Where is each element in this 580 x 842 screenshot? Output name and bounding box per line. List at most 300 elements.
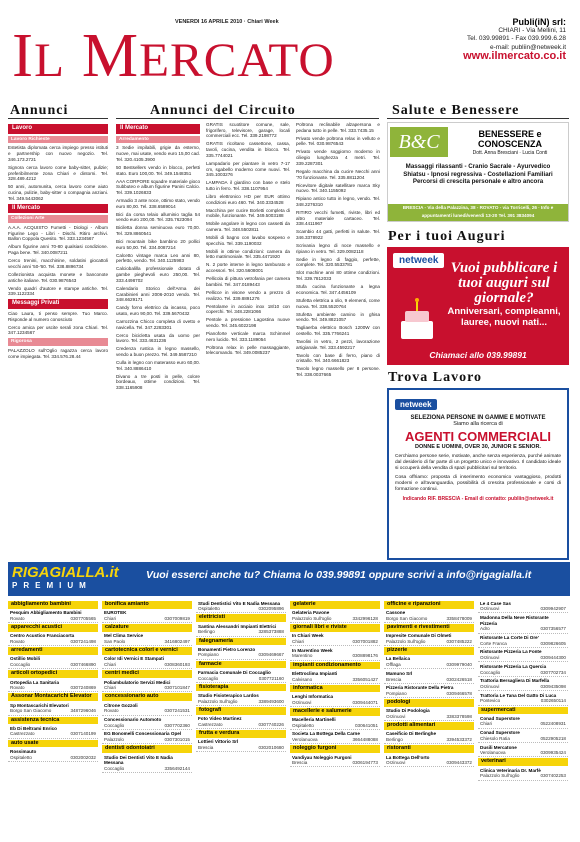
entry-city: Palazzolo Sull'oglio <box>198 698 238 704</box>
entry-city: Adro <box>480 626 490 632</box>
classified-ad: Sedie in legno di faggio, perfette, complete. Tel. 320.5533781 <box>296 256 380 268</box>
job-ad-body: Cerchiamo persone serie, motivate, anche senza esperienza, purché animate dal desiderio di far parte di un progetto unico e innovativo. Il candidato ideale si occuperà della vendita di spazi pubblicitari sul territorio. <box>395 454 561 471</box>
entry-city: Chiari <box>104 615 116 621</box>
directory-entry[interactable] <box>196 716 286 729</box>
job-ad-target: DONNE E UOMINI, OVER 30, JUNIOR E SENIOR. <box>415 444 541 450</box>
entry-phone: 0307721160 <box>258 675 284 681</box>
entry-city: Orzinuovi <box>292 699 312 705</box>
entry-phone: 0309979040 <box>446 662 472 668</box>
entry-name: Centro Acustico Franciacorta <box>10 633 75 639</box>
entry-name: La Bellaica <box>386 656 411 662</box>
directory-category: apparecchi acustici <box>8 624 98 632</box>
entry-city: Rovato <box>10 685 25 691</box>
entry-name: Studi Dentistici Vito E Nadia Messana <box>198 600 281 606</box>
rigagialla-logo: RIGAGIALLA.it PREMIUM <box>12 564 119 590</box>
classified-ad: Calendario Storico dell'Arma dei Carabinieri anni 2006-2010 vendo. Tel. 348.6629171 <box>116 285 200 303</box>
entry-phone: 0302010680 <box>258 744 284 750</box>
cake-icon <box>397 297 437 341</box>
directory-entry[interactable] <box>478 767 568 780</box>
entry-phone: 0307001882 <box>352 639 378 645</box>
entry-phone: 0307702734 <box>540 669 566 675</box>
directory-entry[interactable] <box>290 633 380 646</box>
directory-category: frutta e verdura <box>196 730 286 738</box>
classified-ad: Armadio 3 ante noce, ottimo stato, vendo euro 80,00. Tel. 338.6589014 <box>116 197 200 209</box>
directory-entry[interactable] <box>290 610 380 623</box>
entry-city: Orzinuovi <box>386 714 406 720</box>
classified-ad: Bici da corsa telaio alluminio taglia 54 vendo euro 200,00. Tel. 335.7623094 <box>116 211 200 223</box>
classified-ad: 50 anni, automunita, cerca lavoro come aiuto cucina, pulizie, baby-sitter o compagnia anziani. Tel. 349.5443062 <box>8 184 108 201</box>
column-circuito-2 <box>206 122 290 554</box>
entry-name: Eb Di Beltrami Enrico <box>10 725 57 731</box>
entry-name: Farmacia Comunale Di Coccaglio <box>198 669 271 675</box>
classified-ad: Lampadario per piantare in vetro 7-17 cm, sgabello moderno come nuovi. Tel. 345.1003276 <box>206 160 290 178</box>
entry-name: Citrone Gozzoli <box>104 702 138 708</box>
directory-entry[interactable] <box>384 708 474 721</box>
directory-entry[interactable] <box>196 669 286 682</box>
directory-category: Assonar Montacarichi Elevator <box>8 693 98 701</box>
directory-category: elettricisti <box>196 614 286 622</box>
entry-name: Cassone <box>386 610 406 616</box>
classified-ad: Libro elettronico HD per EUR ottimo condizioni euro 460. Tel. 340.3334528 <box>206 193 290 205</box>
benessere-ad[interactable] <box>387 122 569 222</box>
classified-ad: Poltrona relax in pelle massaggiante, telecomando. Tel. 349.0085237 <box>206 344 290 356</box>
directory-entry[interactable] <box>8 633 98 646</box>
classified-ad: GRATIS scuotitore comune, sale, frigorifero, televisore, garage, locali commerciali ecc. Tel. 339.2198772 <box>206 122 290 139</box>
entry-phone: 0307241498 <box>70 639 96 645</box>
entry-city: Rovato <box>10 639 25 645</box>
directory-entry[interactable] <box>196 692 286 705</box>
entry-city: Orzinuovi <box>480 606 500 612</box>
directory-category: prodotti alimentari <box>384 722 474 730</box>
entry-phone: 0309444071 <box>352 699 378 705</box>
classified-ad: Collezionista acquista monete e banconote antiche italiane. Tel. 030.9876543 <box>8 271 108 283</box>
publisher-email[interactable]: e-mail: publiin@netweek.it <box>490 43 566 51</box>
directory-entry[interactable] <box>102 679 192 692</box>
entry-name: Mel Clima Service <box>104 633 144 639</box>
classified-ad: Stufetta elettrica a olio, 9 elementi, come nuova. Tel. 338.5520764 <box>296 297 380 309</box>
entry-city: Coccaglio <box>104 722 125 728</box>
entry-city: Offlaga <box>386 662 401 668</box>
job-ad-contact[interactable]: Indicando RIF. BRESCIA - Email di contatto: publiin@netweek.it <box>402 496 554 502</box>
entry-city: Coccaglio <box>10 662 31 668</box>
directory-entry[interactable] <box>478 663 568 676</box>
directory-category: arredamenti <box>8 647 98 655</box>
classified-ad: Estetista diplomata cerca impiego presso istituti e partnership con nuovo negozio. Tel. 346.173.2721 <box>8 145 108 162</box>
classified-ad: A.A.A. ACQUISTO Fumetti - Diologi - Album Figurine Lego - Libri - Dischi. Ritiro archivi. Ballon Coppola Quesito. Tel. 333.1234567 <box>8 225 108 242</box>
subcategory-header: Collezioni Arte <box>8 215 108 223</box>
divider <box>116 118 379 119</box>
entry-city: Rovato <box>104 708 119 714</box>
directory-category: assistenza tecnica <box>8 717 98 725</box>
entry-phone: 3487296046 <box>70 708 96 714</box>
entry-city: Berlingo <box>198 629 215 635</box>
entry-city: Borgo San Giacomo <box>10 708 52 714</box>
entry-name: Gelateria Pavone <box>292 610 330 616</box>
entry-name: Ortopedia La Sanitaria <box>10 679 60 685</box>
directory-category: pizzerie <box>384 647 474 655</box>
entry-name: Concessionario Automoto <box>104 717 162 723</box>
classified-ad: Privato vende soggiorno moderno in ciliegio lunghezza 4 metri. Tel. 339.2287301 <box>296 149 380 166</box>
entry-name: Sp Montascarichi Elevatori <box>10 702 69 708</box>
classified-ad: Cerco trenini, macchinine, soldatini giocattoli vecchi anni '50-'60. Tel. 338.8896734 <box>8 258 108 269</box>
directory-entry[interactable] <box>384 754 474 767</box>
directory-entry[interactable] <box>478 744 568 757</box>
classified-ad: Ripiano antico tutto in legno, vendo. Tel. 348.2276310 <box>296 196 380 207</box>
section-trova-lavoro: Trova Lavoro <box>388 370 483 385</box>
entry-name: Color Idi Vernici E Stampati <box>104 656 164 662</box>
entry-city: Brescia <box>386 676 402 682</box>
issue-date: VENERDI 16 APRILE 2010 · Chiari Week <box>175 19 279 25</box>
divider <box>387 118 569 119</box>
job-ad[interactable] <box>387 388 569 560</box>
entry-name: In Marentino Week <box>292 647 333 653</box>
entry-name: Studio Fisioterapico Lardos <box>198 692 259 698</box>
entry-phone: 0309466578 <box>446 690 472 696</box>
directory-entry[interactable] <box>8 702 98 715</box>
directory-entry[interactable] <box>478 614 568 633</box>
entry-phone: 0307402253 <box>540 773 566 779</box>
entry-phone: 3342996128 <box>352 615 378 621</box>
directory-entry[interactable] <box>8 679 98 692</box>
classified-ad: RITIRO vecchi fumetti, riviste, libri ed altro materiale cartaceo. Tel. 338.4411967 <box>296 209 380 227</box>
netweek-logo: netweek <box>393 253 444 268</box>
entry-phone: 0522408931 <box>540 721 566 727</box>
directory-column <box>384 600 474 838</box>
directory-entry[interactable] <box>8 610 98 623</box>
directory-entry[interactable] <box>478 715 568 728</box>
job-ad-offer: Cosa offriamo: proposta di inserimento economico vantaggioso, prodotti moderni e all'avanguardia, possibilità di crescita professionale e corsi di formazione continui. <box>395 475 561 492</box>
directory-category: fisioterapia <box>196 684 286 692</box>
entry-city: Chiari <box>104 685 116 691</box>
classified-ad: Signora cerca lavoro come baby-sitter, pulizie; preferibilmente zona Chiari e dintorni. Tel. 328.489.4212 <box>8 164 108 182</box>
directory-entry[interactable] <box>384 731 474 744</box>
entry-city: Orzinuovi <box>480 655 500 661</box>
classified-ad: Calciobalilla professionale dotato di gambe pieghevoli euro 250,00. Tel. 333.4498702 <box>116 266 200 283</box>
entry-phone: 3285373888 <box>258 629 284 635</box>
entry-name: Lenghi Informatica <box>292 693 334 699</box>
classified-ad: Credenza rustica in legno massello, vendo a buon prezzo. Tel. 349.5587210 <box>116 346 200 358</box>
directory-entry[interactable] <box>290 670 380 683</box>
directory-category: macellerie e salumerie <box>290 708 380 716</box>
column-circuito-3 <box>296 122 380 554</box>
classified-ad: Macchina per cucire Borletti completa di mobile, funzionante. Tel. 349.5003188 <box>206 207 290 219</box>
publisher-phone: Tel. 039.99891 - Fax 039.999.6.28 <box>466 35 566 43</box>
classified-ad: Regalo macchina da cucire Necchi anni '70 funzionante. Tel. 335.8811204 <box>296 168 380 180</box>
entry-city: Verolanuova <box>480 750 506 756</box>
bc-services: Massaggi rilassanti - Cranio Sacrale - Ayurvedico Shiatsu - Ipnosi regressiva - Costellazioni Familiari Percorsi di crescita personale e altro ancora <box>403 163 553 186</box>
classified-ad: 3 Sedie impilabili, grigie da esterno, nuove, mai usate, vendo euro 15,00 cad. Tel. 320.4105.3900 <box>116 145 200 162</box>
directory-entry[interactable] <box>384 685 474 698</box>
section-circuito: Annunci del Circuito <box>150 103 296 118</box>
entry-phone: 0307705565 <box>70 615 96 621</box>
entry-name: Ristorante Pizzeria La Fonte <box>480 649 542 655</box>
entry-city: Chiari <box>104 662 116 668</box>
directory-category: falegnameria <box>196 638 286 646</box>
entry-phone: 0307466890 <box>70 662 96 668</box>
classified-ad: Pellicola di pittura vetrofania per camera bambini. Tel. 347.0189443 <box>206 276 290 287</box>
entry-name: Elettroclima Impianti <box>292 670 338 676</box>
directory-category: articoli ortopedici <box>8 670 98 678</box>
entry-city: Orzinuovi <box>386 760 406 766</box>
directory-entry[interactable] <box>290 754 380 767</box>
directory-entry[interactable] <box>290 647 380 660</box>
directory-entry[interactable] <box>196 646 286 659</box>
entry-city: Rovato <box>10 615 25 621</box>
entry-city: Palazzolo Sull'oglio <box>480 773 520 779</box>
entry-phone: 3356051427 <box>352 676 378 682</box>
directory-category: podologi <box>384 699 474 707</box>
entry-phone: 0302426518 <box>446 676 472 682</box>
classified-ad: AAA CORPORE squadre materiale gioco Subbuteo e album figurine Panini Calcio. Tel. 339.1026833 <box>116 178 200 195</box>
entry-name: Poliambulatorio Servizi Medici <box>104 679 171 685</box>
entry-phone: 0307009819 <box>164 615 190 621</box>
directory-entry[interactable] <box>102 754 192 773</box>
directory-category: calzature <box>102 624 192 632</box>
classified-ad: Stufa cucina funzionante a legna economica. Tel. 347.4456109 <box>296 284 380 295</box>
classified-ad: Album figurine anni 70-80 qualsiasi condizione. Paga bene. Tel. 340.0087211 <box>8 244 108 256</box>
directory-entry[interactable] <box>478 692 568 705</box>
entry-phone: 0309942907 <box>540 606 566 612</box>
directory-entry[interactable] <box>8 725 98 738</box>
section-annunci: Annunci <box>10 103 69 118</box>
directory-entry[interactable] <box>196 600 286 613</box>
entry-phone: 0302095896 <box>258 606 284 612</box>
classified-ad: Bici mountain bike bambino 20 pollici euro 50,00. Tel. 334.0087214 <box>116 239 200 250</box>
classified-ad: Slot machine anni 80 ottime condizioni. Tel. 339.7812033 <box>296 270 380 282</box>
directory-column <box>478 600 568 838</box>
classified-ad: PALAZZOLO sull'Oglio ragazza cerca lavoro come impiegata. Tel. 334.576.28.44 <box>8 348 108 359</box>
entry-phone: 0308898176 <box>352 653 378 659</box>
entry-city: Palazzolo <box>104 737 124 743</box>
entry-name: Conad Superstore <box>480 715 520 721</box>
directory-category: ristoranti <box>384 745 474 753</box>
auguri-question: Vuoi pubblicare i tuoi auguri sul giornale? <box>450 260 558 306</box>
publisher-website[interactable]: www.ilmercato.co.it <box>463 50 566 63</box>
entry-city: Brescia <box>198 744 214 750</box>
directory-category: centri medici <box>102 670 192 678</box>
directory-category: informatica <box>290 685 380 693</box>
publisher-box <box>463 18 566 61</box>
publisher-address: CHIARI - Via Mellini, 11 <box>498 26 566 34</box>
classified-ad: Culla in legno con materasso euro 60,00. Tel. 340.8886410 <box>116 360 200 371</box>
section-tuoi-auguri: Per i tuoi Auguri <box>388 229 506 244</box>
classified-ad: Biciletta donna seminuova euro 70,00. Tel. 329.8860541 <box>116 225 200 237</box>
directory-entry[interactable] <box>384 633 474 646</box>
directory-entry[interactable] <box>8 656 98 669</box>
directory-entry[interactable] <box>384 610 474 623</box>
category-header: Messaggi Privati <box>8 299 108 309</box>
entry-phone: 0307140199 <box>70 731 96 737</box>
classified-ad: Carrozzina Chicco completa di ovetto e navicella. Tel. 347.2283301 <box>116 318 200 330</box>
rigagialla-banner[interactable] <box>8 562 570 596</box>
directory-category: abbigliamento bambini <box>8 601 98 609</box>
classified-ad: Mobili di bagno con lavabo sospeso e specchio. Tel. 339.1190032 <box>206 235 290 246</box>
entry-phone: 0308360193 <box>164 662 190 668</box>
entry-name: In Chiari Week <box>292 633 324 639</box>
entry-phone: 0309469667 <box>258 652 284 658</box>
directory-category: gelaterie <box>290 601 380 609</box>
directory-entry[interactable] <box>290 693 380 706</box>
directory-entry[interactable] <box>478 635 568 648</box>
classified-ad: Ricevitore digitale satellitare marca Sky nuovo. Tel. 340.1155092 <box>296 182 380 194</box>
entry-name: Santina Alessandri Impianti Elettrici <box>198 623 277 629</box>
entry-phone: 0306194773 <box>352 760 378 766</box>
directory-category: fotografi <box>196 707 286 715</box>
publisher-name: Publi(iN) srl: <box>512 17 566 27</box>
directory-entry[interactable] <box>384 670 474 683</box>
entry-city: Berlingo <box>386 737 403 743</box>
entry-name: EG Bonomelli Concessionaria Opel <box>104 731 182 737</box>
entry-phone: 0302650114 <box>540 698 566 704</box>
directory-entry[interactable] <box>102 610 192 623</box>
entry-city: Coccaglio <box>104 765 125 771</box>
entry-name: Trattoria Bersagliera Di Marfella <box>480 678 550 684</box>
directory-entry[interactable] <box>102 633 192 646</box>
entry-phone: 3394533372 <box>446 737 472 743</box>
subcategory-header: Lavoro Richieste <box>8 136 108 144</box>
entry-name: Studio Di Podologia <box>386 708 430 714</box>
classified-ad: Poltrona reclinabile alzapersona e pedana tutto in pelle. Tel. 333.7435.15 <box>296 122 380 133</box>
directory-category: noleggio furgoni <box>290 745 380 753</box>
entry-name: Pizzeria Ristorante Della Pietra <box>386 685 454 691</box>
category-header: Lavoro <box>8 124 108 134</box>
classified-ad: Vendo quadri d'autore e stampe antiche. Tel. 339.1122334 <box>8 285 108 297</box>
entry-name: Studio Dei Dentisti Vito E Nadia Messana <box>104 754 173 766</box>
entry-city: Palazzolo Sull'oglio <box>386 639 426 645</box>
entry-city: Verolanuova <box>292 737 318 743</box>
subcategory-header: Rigorosa <box>8 338 108 346</box>
entry-phone: 0307740226 <box>258 721 284 727</box>
directory-category: auto usate <box>8 740 98 748</box>
entry-phone: 0309444300 <box>540 655 566 661</box>
directory-category: concessionario auto <box>102 693 192 701</box>
directory-entry[interactable] <box>102 717 192 730</box>
entry-city: Orzinuovi <box>480 683 500 689</box>
column-circuito-1 <box>116 122 200 554</box>
job-ad-title: AGENTI COMMERCIALI <box>405 429 551 444</box>
directory-entry[interactable] <box>196 739 286 752</box>
entry-name: Caseificio Di Berlinghe <box>386 731 437 737</box>
classified-ad: Candy forno elettrico da incasso, poco usato, euro 90,00. Tel. 339.5670432 <box>116 305 200 316</box>
entry-city: Marentino <box>292 653 313 659</box>
entry-name: Societa La Bottega Della Carne <box>292 731 360 737</box>
entry-name: La Bottega Dell'orto <box>386 754 430 760</box>
category-header: Il Mercato <box>8 204 108 214</box>
directory-entry[interactable] <box>478 649 568 662</box>
entry-phone: 3416802497 <box>164 639 190 645</box>
entry-name: Le 4 Case Sas <box>480 600 511 606</box>
directory-category: cartotecnica colori e vernici <box>102 647 192 655</box>
classified-ad: N. 2 porte interne in legno tamburato e accessori. Tel. 320.5608001 <box>206 262 290 274</box>
classified-ad: Tagliaerba elettrico Bosch 1200W con cestello. Tel. 335.7766241 <box>296 325 380 336</box>
directory-category: impianti condizionamento <box>290 662 380 670</box>
classified-ad: Cerco amica per uscite serali zona Chiari. Tel. 347.1234567 <box>8 324 108 336</box>
entry-phone: 3356492144 <box>164 765 190 771</box>
banner-cta[interactable]: Vuoi esserci anche tu? Chiama lo 039.99891 oppure scrivi a info@rigagialla.it <box>146 569 532 581</box>
masthead-logo: IL MERCATO <box>12 22 335 90</box>
entry-phone: 0307301015 <box>164 737 190 743</box>
subcategory-header: Arredamento <box>116 136 200 144</box>
directory-entry[interactable] <box>290 731 380 744</box>
directory-entry[interactable] <box>384 656 474 669</box>
classified-ad: LAMPADA il giardino con base e stelo tutto in ferro. Tel. 338.1107954 <box>206 180 290 191</box>
directory-entry[interactable] <box>102 731 192 744</box>
directory-entry[interactable] <box>290 717 380 730</box>
bc-logo: B&C <box>390 127 448 157</box>
classified-ad: Ciao Laura, ti penso sempre. Tuo Marco. Risponde al numero conosciuto <box>8 310 108 322</box>
entry-city: Coccaglio <box>198 675 219 681</box>
classified-ad: Pianoforte verticale marca Schimmel nero lucido. Tel. 333.1189054 <box>206 330 290 342</box>
entry-phone: 0309435098 <box>540 683 566 689</box>
entry-city: Ospitaletto <box>198 606 220 612</box>
directory-entry[interactable] <box>478 600 568 613</box>
entry-city: Corte Franca <box>480 640 507 646</box>
directory-entry[interactable] <box>102 656 192 669</box>
entry-name: Trattoria Le Tana Del Gatto Di Luca <box>480 692 557 698</box>
entry-phone: 0307101847 <box>164 685 190 691</box>
entry-city: Palazzolo Sull'oglio <box>292 615 332 621</box>
directory-column <box>102 600 192 838</box>
job-ad-intro: Siamo alla ricerca di <box>453 421 503 427</box>
entry-city: Calvisano <box>292 676 313 682</box>
entry-phone: 0522905218 <box>540 735 566 741</box>
directory-category: giornali libri e riviste <box>290 624 380 632</box>
auguri-ad[interactable] <box>387 247 569 365</box>
entry-name: Ostillio Mobili <box>10 656 41 662</box>
entry-phone: 0307240869 <box>70 685 96 691</box>
entry-name: Bonamenti Pietro Lorenzo <box>198 646 256 652</box>
directory-entry[interactable] <box>102 702 192 715</box>
netweek-logo: netweek <box>395 399 437 410</box>
directory-entry[interactable] <box>478 678 568 691</box>
entry-name: Ristorante La Corte Di Ore' <box>480 635 539 641</box>
entry-name: Impresite Comunale Di Olmeti <box>386 633 452 639</box>
bc-footer: BRESCIA - Via della Palazzina, 38 - ROVATO - via Torricelli, 26 · Info e appuntamenti lunedì/venerdì 13-20 Tel. 391 3834094 <box>388 204 568 221</box>
directory-entry[interactable] <box>8 748 98 761</box>
directory-entry[interactable] <box>196 623 286 636</box>
entry-city: Chiesolo Ratia <box>480 735 510 741</box>
directory-category: bonifica amianto <box>102 601 192 609</box>
entry-name: Conad Superstore <box>480 730 520 736</box>
entry-phone: 0309826605 <box>540 640 566 646</box>
bc-title: BENESSERE e CONOSCENZA <box>477 129 542 149</box>
directory-entry[interactable] <box>478 730 568 743</box>
entry-phone: 0307356577 <box>540 626 566 632</box>
entry-city: Borgo San Giacomo <box>386 615 428 621</box>
classified-ad: Mobile angolare in legno con cassetti da camera. Tel. 348.5502811 <box>206 221 290 233</box>
classified-ad: Pellicce in visone vendo a prezzo di realizzo. Tel. 339.8891276 <box>206 289 290 301</box>
entry-phone: 0309935424 <box>540 750 566 756</box>
directory-category: pavimenti e rivestimenti <box>384 624 474 632</box>
entry-name: Foto Video Martinez <box>198 716 242 722</box>
directory-category: officine e riparazioni <box>384 601 474 609</box>
entry-city: Chiari <box>292 639 304 645</box>
entry-phone: 3664488088 <box>352 737 378 743</box>
entry-name: Madonna Della Neve Ristorante Pizzeria <box>480 614 549 626</box>
directory-category: dentisti odontoiatri <box>102 745 192 753</box>
entry-city: Castrezzato <box>10 731 35 737</box>
entry-phone: 3383378598 <box>446 714 472 720</box>
entry-name: Rossimauto <box>10 748 37 754</box>
divider <box>8 118 108 119</box>
directory-category: veterinari <box>478 758 568 766</box>
entry-phone: 0302002032 <box>70 754 96 760</box>
column-annunci <box>8 122 108 554</box>
directory-category: supermercati <box>478 707 568 715</box>
entry-city: Brescia <box>292 760 308 766</box>
classified-ad: Stufetta ambiente camino in ghisa vendo. Tel. 349.8821057 <box>296 311 380 323</box>
entry-phone: 030641051 <box>355 722 378 728</box>
